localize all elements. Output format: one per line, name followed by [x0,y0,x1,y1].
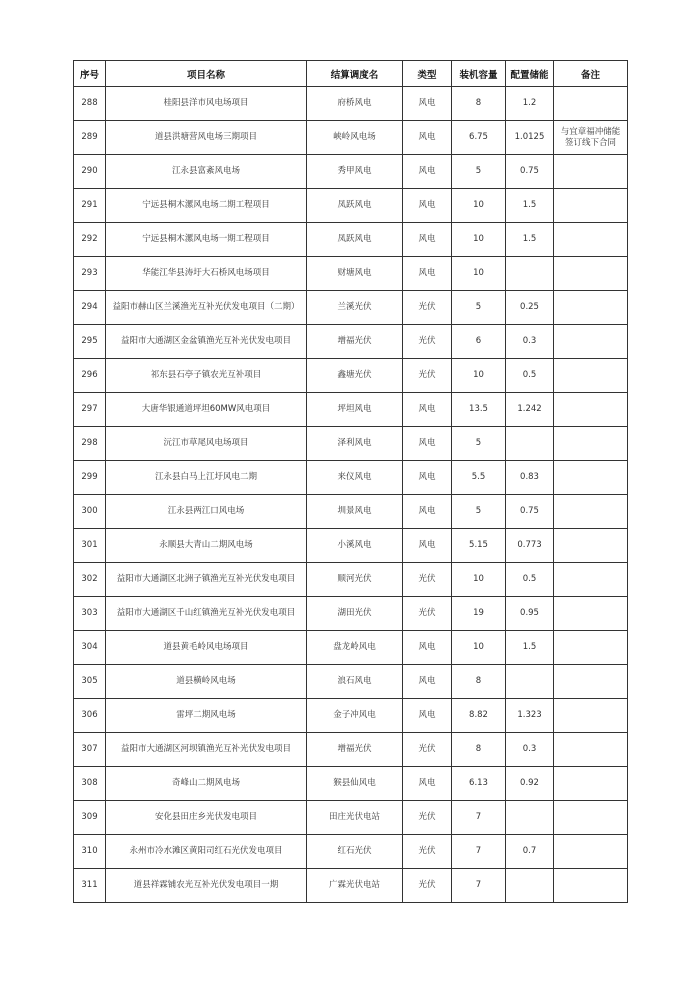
cell-project-name: 江永县两江口风电场 [106,495,307,529]
cell-no: 304 [74,631,106,665]
cell-storage [506,257,554,291]
cell-note [554,869,628,903]
header-cell-type: 类型 [403,61,452,87]
header-cell-no: 序号 [74,61,106,87]
cell-storage [506,801,554,835]
cell-no: 300 [74,495,106,529]
cell-storage: 1.0125 [506,121,554,155]
cell-project-name: 益阳市大通湖区千山红镇渔光互补光伏发电项目 [106,597,307,631]
cell-capacity: 5 [452,155,506,189]
cell-storage: 0.83 [506,461,554,495]
cell-note: 与宜章福冲储能签订线下合同 [554,121,628,155]
header-row [74,61,628,87]
cell-project-name: 雷坪二期风电场 [106,699,307,733]
cell-dispatch-name: 泽利风电 [307,427,403,461]
cell-project-name: 大唐华银通道坪坦60MW风电项目 [106,393,307,427]
cell-dispatch-name: 财塘风电 [307,257,403,291]
cell-project-name: 奇峰山二期风电场 [106,767,307,801]
cell-capacity: 7 [452,869,506,903]
cell-no: 298 [74,427,106,461]
table-row [74,393,628,427]
cell-storage: 1.5 [506,631,554,665]
cell-type: 风电 [403,767,452,801]
cell-note [554,87,628,121]
cell-capacity: 13.5 [452,393,506,427]
cell-storage: 0.5 [506,359,554,393]
header-cell-capacity: 装机容量 [452,61,506,87]
cell-note [554,155,628,189]
table-row [74,87,628,121]
cell-no: 306 [74,699,106,733]
cell-no: 303 [74,597,106,631]
cell-storage: 0.25 [506,291,554,325]
cell-capacity: 5 [452,495,506,529]
cell-type: 光伏 [403,597,452,631]
cell-storage [506,869,554,903]
cell-type: 风电 [403,461,452,495]
cell-type: 风电 [403,393,452,427]
cell-note [554,801,628,835]
cell-capacity: 10 [452,189,506,223]
cell-storage: 1.5 [506,189,554,223]
cell-dispatch-name: 府桥风电 [307,87,403,121]
cell-no: 292 [74,223,106,257]
cell-dispatch-name: 湖田光伏 [307,597,403,631]
cell-capacity: 7 [452,835,506,869]
table-row [74,733,628,767]
table-row [74,223,628,257]
cell-dispatch-name: 峡岭风电场 [307,121,403,155]
cell-storage: 0.3 [506,325,554,359]
cell-no: 290 [74,155,106,189]
cell-note [554,699,628,733]
cell-project-name: 沅江市草尾风电场项目 [106,427,307,461]
table-row [74,121,628,155]
cell-note [554,461,628,495]
cell-note [554,393,628,427]
cell-note [554,223,628,257]
cell-storage: 1.2 [506,87,554,121]
cell-storage: 0.95 [506,597,554,631]
cell-note [554,359,628,393]
cell-type: 风电 [403,427,452,461]
cell-note [554,631,628,665]
cell-capacity: 7 [452,801,506,835]
cell-storage: 1.242 [506,393,554,427]
project-table [73,60,628,903]
cell-project-name: 宁远县桐木漯风电场一期工程项目 [106,223,307,257]
cell-storage: 0.7 [506,835,554,869]
cell-dispatch-name: 浪石风电 [307,665,403,699]
cell-storage: 0.773 [506,529,554,563]
cell-storage [506,665,554,699]
cell-dispatch-name: 坪坦风电 [307,393,403,427]
cell-no: 305 [74,665,106,699]
cell-note [554,563,628,597]
cell-project-name: 永顺县大青山二期风电场 [106,529,307,563]
cell-capacity: 10 [452,257,506,291]
table-row [74,291,628,325]
cell-storage: 0.75 [506,155,554,189]
cell-project-name: 桂阳县洋市风电场项目 [106,87,307,121]
table-row [74,631,628,665]
header-cell-dispatch: 结算调度名 [307,61,403,87]
table-row [74,529,628,563]
cell-type: 光伏 [403,733,452,767]
cell-dispatch-name: 增福光伏 [307,733,403,767]
cell-no: 310 [74,835,106,869]
table-row [74,597,628,631]
cell-dispatch-name: 田庄光伏电站 [307,801,403,835]
cell-note [554,495,628,529]
cell-note [554,733,628,767]
cell-storage: 0.92 [506,767,554,801]
cell-capacity: 5 [452,291,506,325]
cell-dispatch-name: 顺河光伏 [307,563,403,597]
cell-storage: 0.75 [506,495,554,529]
cell-capacity: 8.82 [452,699,506,733]
cell-capacity: 10 [452,563,506,597]
cell-type: 风电 [403,495,452,529]
table-row [74,801,628,835]
cell-project-name: 祁东县石亭子镇农光互补项目 [106,359,307,393]
cell-no: 307 [74,733,106,767]
cell-dispatch-name: 猴县仙风电 [307,767,403,801]
cell-no: 295 [74,325,106,359]
cell-storage: 0.3 [506,733,554,767]
cell-note [554,665,628,699]
cell-type: 风电 [403,223,452,257]
table-row [74,257,628,291]
cell-project-name: 益阳市大通湖区金盆镇渔光互补光伏发电项目 [106,325,307,359]
cell-note [554,427,628,461]
table-row [74,835,628,869]
cell-capacity: 19 [452,597,506,631]
cell-type: 光伏 [403,869,452,903]
cell-type: 风电 [403,631,452,665]
cell-note [554,767,628,801]
cell-note [554,325,628,359]
table-body [74,87,628,903]
header-cell-name: 项目名称 [106,61,307,87]
cell-type: 光伏 [403,563,452,597]
cell-no: 297 [74,393,106,427]
cell-storage: 1.323 [506,699,554,733]
cell-capacity: 6.13 [452,767,506,801]
cell-capacity: 10 [452,631,506,665]
header-cell-storage: 配置储能 [506,61,554,87]
cell-dispatch-name: 凤跃风电 [307,189,403,223]
cell-dispatch-name: 小溪风电 [307,529,403,563]
cell-dispatch-name: 圳景风电 [307,495,403,529]
table-row [74,189,628,223]
cell-type: 光伏 [403,359,452,393]
cell-no: 288 [74,87,106,121]
cell-project-name: 道县横岭风电场 [106,665,307,699]
cell-capacity: 8 [452,87,506,121]
cell-capacity: 5.5 [452,461,506,495]
cell-type: 风电 [403,529,452,563]
cell-dispatch-name: 盘龙岭风电 [307,631,403,665]
cell-project-name: 宁远县桐木漯风电场二期工程项目 [106,189,307,223]
cell-note [554,835,628,869]
cell-type: 光伏 [403,801,452,835]
cell-dispatch-name: 鑫塘光伏 [307,359,403,393]
cell-no: 302 [74,563,106,597]
cell-capacity: 5 [452,427,506,461]
cell-dispatch-name: 金子冲风电 [307,699,403,733]
cell-type: 风电 [403,665,452,699]
cell-type: 风电 [403,189,452,223]
cell-dispatch-name: 增福光伏 [307,325,403,359]
cell-type: 风电 [403,699,452,733]
cell-project-name: 安化县田庄乡光伏发电项目 [106,801,307,835]
cell-project-name: 道县黄毛岭风电场项目 [106,631,307,665]
cell-capacity: 6 [452,325,506,359]
cell-type: 风电 [403,257,452,291]
cell-dispatch-name: 广霖光伏电站 [307,869,403,903]
cell-type: 光伏 [403,291,452,325]
cell-no: 289 [74,121,106,155]
table-row [74,325,628,359]
cell-capacity: 10 [452,223,506,257]
cell-capacity: 5.15 [452,529,506,563]
cell-storage: 0.5 [506,563,554,597]
cell-project-name: 道县祥霖铺农光互补光伏发电项目一期 [106,869,307,903]
cell-note [554,597,628,631]
table-row [74,563,628,597]
cell-project-name: 江永县白马上江圩风电二期 [106,461,307,495]
header-cell-note: 备注 [554,61,628,87]
cell-note [554,257,628,291]
cell-project-name: 益阳市赫山区兰溪渔光互补光伏发电项目（二期） [106,291,307,325]
cell-note [554,189,628,223]
cell-dispatch-name: 兰溪光伏 [307,291,403,325]
cell-dispatch-name: 来仪风电 [307,461,403,495]
table-row [74,461,628,495]
cell-project-name: 永州市冷水滩区黄阳司红石光伏发电项目 [106,835,307,869]
cell-type: 风电 [403,155,452,189]
table-row [74,869,628,903]
cell-dispatch-name: 红石光伏 [307,835,403,869]
table-row [74,359,628,393]
cell-storage: 1.5 [506,223,554,257]
cell-no: 294 [74,291,106,325]
table-row [74,767,628,801]
table-row [74,699,628,733]
cell-no: 296 [74,359,106,393]
cell-project-name: 益阳市大通湖区北洲子镇渔光互补光伏发电项目 [106,563,307,597]
table-row [74,495,628,529]
table-row [74,427,628,461]
cell-no: 311 [74,869,106,903]
cell-note [554,529,628,563]
cell-capacity: 10 [452,359,506,393]
cell-note [554,291,628,325]
cell-type: 风电 [403,121,452,155]
cell-no: 291 [74,189,106,223]
cell-no: 308 [74,767,106,801]
cell-project-name: 道县洪塘营风电场三期项目 [106,121,307,155]
cell-project-name: 江永县富紊风电场 [106,155,307,189]
cell-no: 293 [74,257,106,291]
cell-dispatch-name: 凤跃风电 [307,223,403,257]
cell-capacity: 6.75 [452,121,506,155]
table-row [74,665,628,699]
cell-no: 309 [74,801,106,835]
cell-no: 301 [74,529,106,563]
cell-no: 299 [74,461,106,495]
table-row [74,155,628,189]
cell-project-name: 华能江华县涛圩大石桥风电场项目 [106,257,307,291]
cell-type: 光伏 [403,835,452,869]
cell-project-name: 益阳市大通湖区河坝镇渔光互补光伏发电项目 [106,733,307,767]
cell-dispatch-name: 秀甲风电 [307,155,403,189]
cell-storage [506,427,554,461]
cell-capacity: 8 [452,665,506,699]
cell-type: 光伏 [403,325,452,359]
cell-capacity: 8 [452,733,506,767]
cell-type: 风电 [403,87,452,121]
